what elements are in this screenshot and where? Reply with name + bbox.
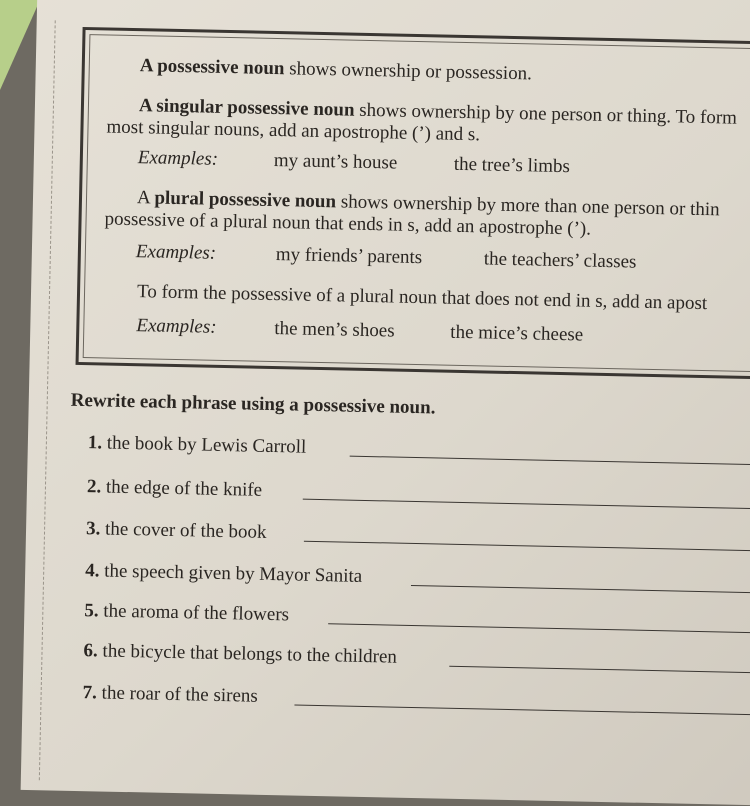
rule-plural-possessive: A plural possessive noun shows ownership by more than one person or thin: [136, 187, 720, 221]
example-aunts-house: my aunt’s house: [273, 149, 398, 174]
example-mice-cheese: the mice’s cheese: [450, 321, 584, 346]
margin-rule: [39, 20, 57, 780]
answer-line-4[interactable]: [411, 584, 750, 594]
exercise-item-1: 1. the book by Lewis Carroll: [87, 432, 307, 458]
green-corner-decoration: [0, 0, 40, 90]
example-mens-shoes: the men’s shoes: [274, 318, 395, 342]
exercise-heading: Rewrite each phrase using a possessive noun.: [70, 389, 436, 419]
answer-line-2[interactable]: [303, 498, 750, 510]
example-trees-limbs: the tree’s limbs: [453, 153, 571, 178]
example-friends-parents: my friends’ parents: [275, 244, 423, 269]
exercise-item-3: 3. the cover of the book: [85, 518, 267, 543]
answer-line-3[interactable]: [304, 540, 750, 552]
rule-plural-possessive-line2: possessive of a plural noun that ends in s, add an apostrophe (’).: [104, 208, 592, 240]
examples-irregular: Examples:: [136, 315, 217, 338]
rule-singular-possessive-line2: most singular nouns, add an apostrophe (’) and s.: [106, 116, 481, 146]
answer-line-7[interactable]: [294, 704, 750, 716]
rule-irregular-plural: To form the possessive of a plural noun that does not end in s, add an apost: [136, 281, 708, 315]
exercise-item-5: 5. the aroma of the flowers: [84, 600, 290, 626]
examples-plural: Examples:: [135, 241, 217, 264]
exercise-item-2: 2. the edge of the knife: [86, 476, 263, 501]
rule-possessive-noun: A possessive noun shows ownership or possession.: [139, 55, 533, 85]
worksheet-page: [21, 0, 750, 806]
answer-line-1[interactable]: [350, 455, 750, 466]
exercise-item-4: 4. the speech given by Mayor Sanita: [85, 560, 363, 587]
rule-singular-possessive: A singular possessive noun shows ownership by one person or thing. To form: [138, 95, 738, 129]
exercise-item-7: 7. the roar of the sirens: [82, 682, 259, 707]
answer-line-5[interactable]: [328, 622, 750, 633]
example-teachers-classes: the teachers’ classes: [483, 248, 637, 273]
exercise-item-6: 6. the bicycle that belongs to the children: [83, 640, 398, 668]
answer-line-6[interactable]: [449, 665, 750, 674]
examples-singular: Examples:: [137, 147, 219, 170]
